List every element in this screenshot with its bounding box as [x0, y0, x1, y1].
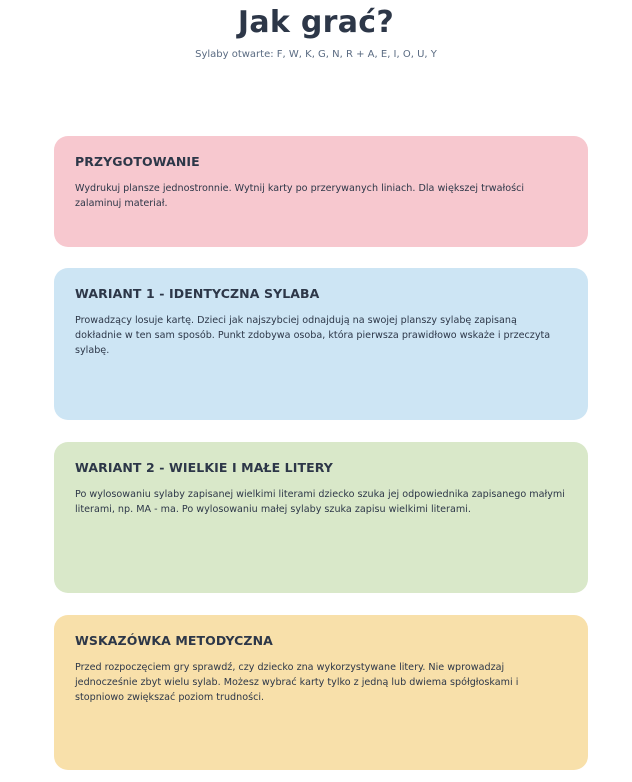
section-heading: WARIANT 1 - IDENTYCZNA SYLABA [75, 286, 320, 301]
section-card-methodical-tip [54, 615, 588, 770]
section-heading: WARIANT 2 - WIELKIE I MAŁE LITERY [75, 460, 333, 475]
page-title: Jak grać? [237, 5, 395, 40]
section-text: Prowadzący losuje kartę. Dzieci jak najszybciej odnajdują na swojej planszy sylabę zapisaną dokładnie w ten sam sposób. Punkt zdobywa osoba, która pierwsza prawidłowo wskaże i przeczyta sylabę. [75, 315, 551, 356]
page-header [0, 0, 632, 62]
section-text: Przed rozpoczęciem gry sprawdź, czy dziecko zna wykorzystywane litery. Nie wprowadzaj jednocześnie zbyt wielu sylab. Możesz wybrać karty tylko z jedną lub dwiema spółgłoskami i stopniowo zwiększać poziom trudności. [75, 662, 519, 703]
page-subtitle: Sylaby otwarte: F, W, K, G, N, R + A, E, I, O, U, Y [195, 49, 437, 60]
section-heading: PRZYGOTOWANIE [75, 154, 200, 169]
section-card-variant-1 [54, 268, 588, 420]
section-card-preparation [54, 136, 588, 247]
section-text: Wydrukuj plansze jednostronnie. Wytnij karty po przerywanych liniach. Dla większej trwałości zalaminuj materiał. [75, 183, 525, 209]
section-card-variant-2 [54, 442, 588, 593]
section-heading: WSKAZÓWKA METODYCZNA [75, 633, 273, 648]
section-text: Po wylosowaniu sylaby zapisanej wielkimi literami dziecko szuka jej odpowiednika zapisanego małymi literami, np. MA - ma. Po wylosowaniu małej sylaby szuka zapisu wielkimi literami. [75, 489, 565, 515]
